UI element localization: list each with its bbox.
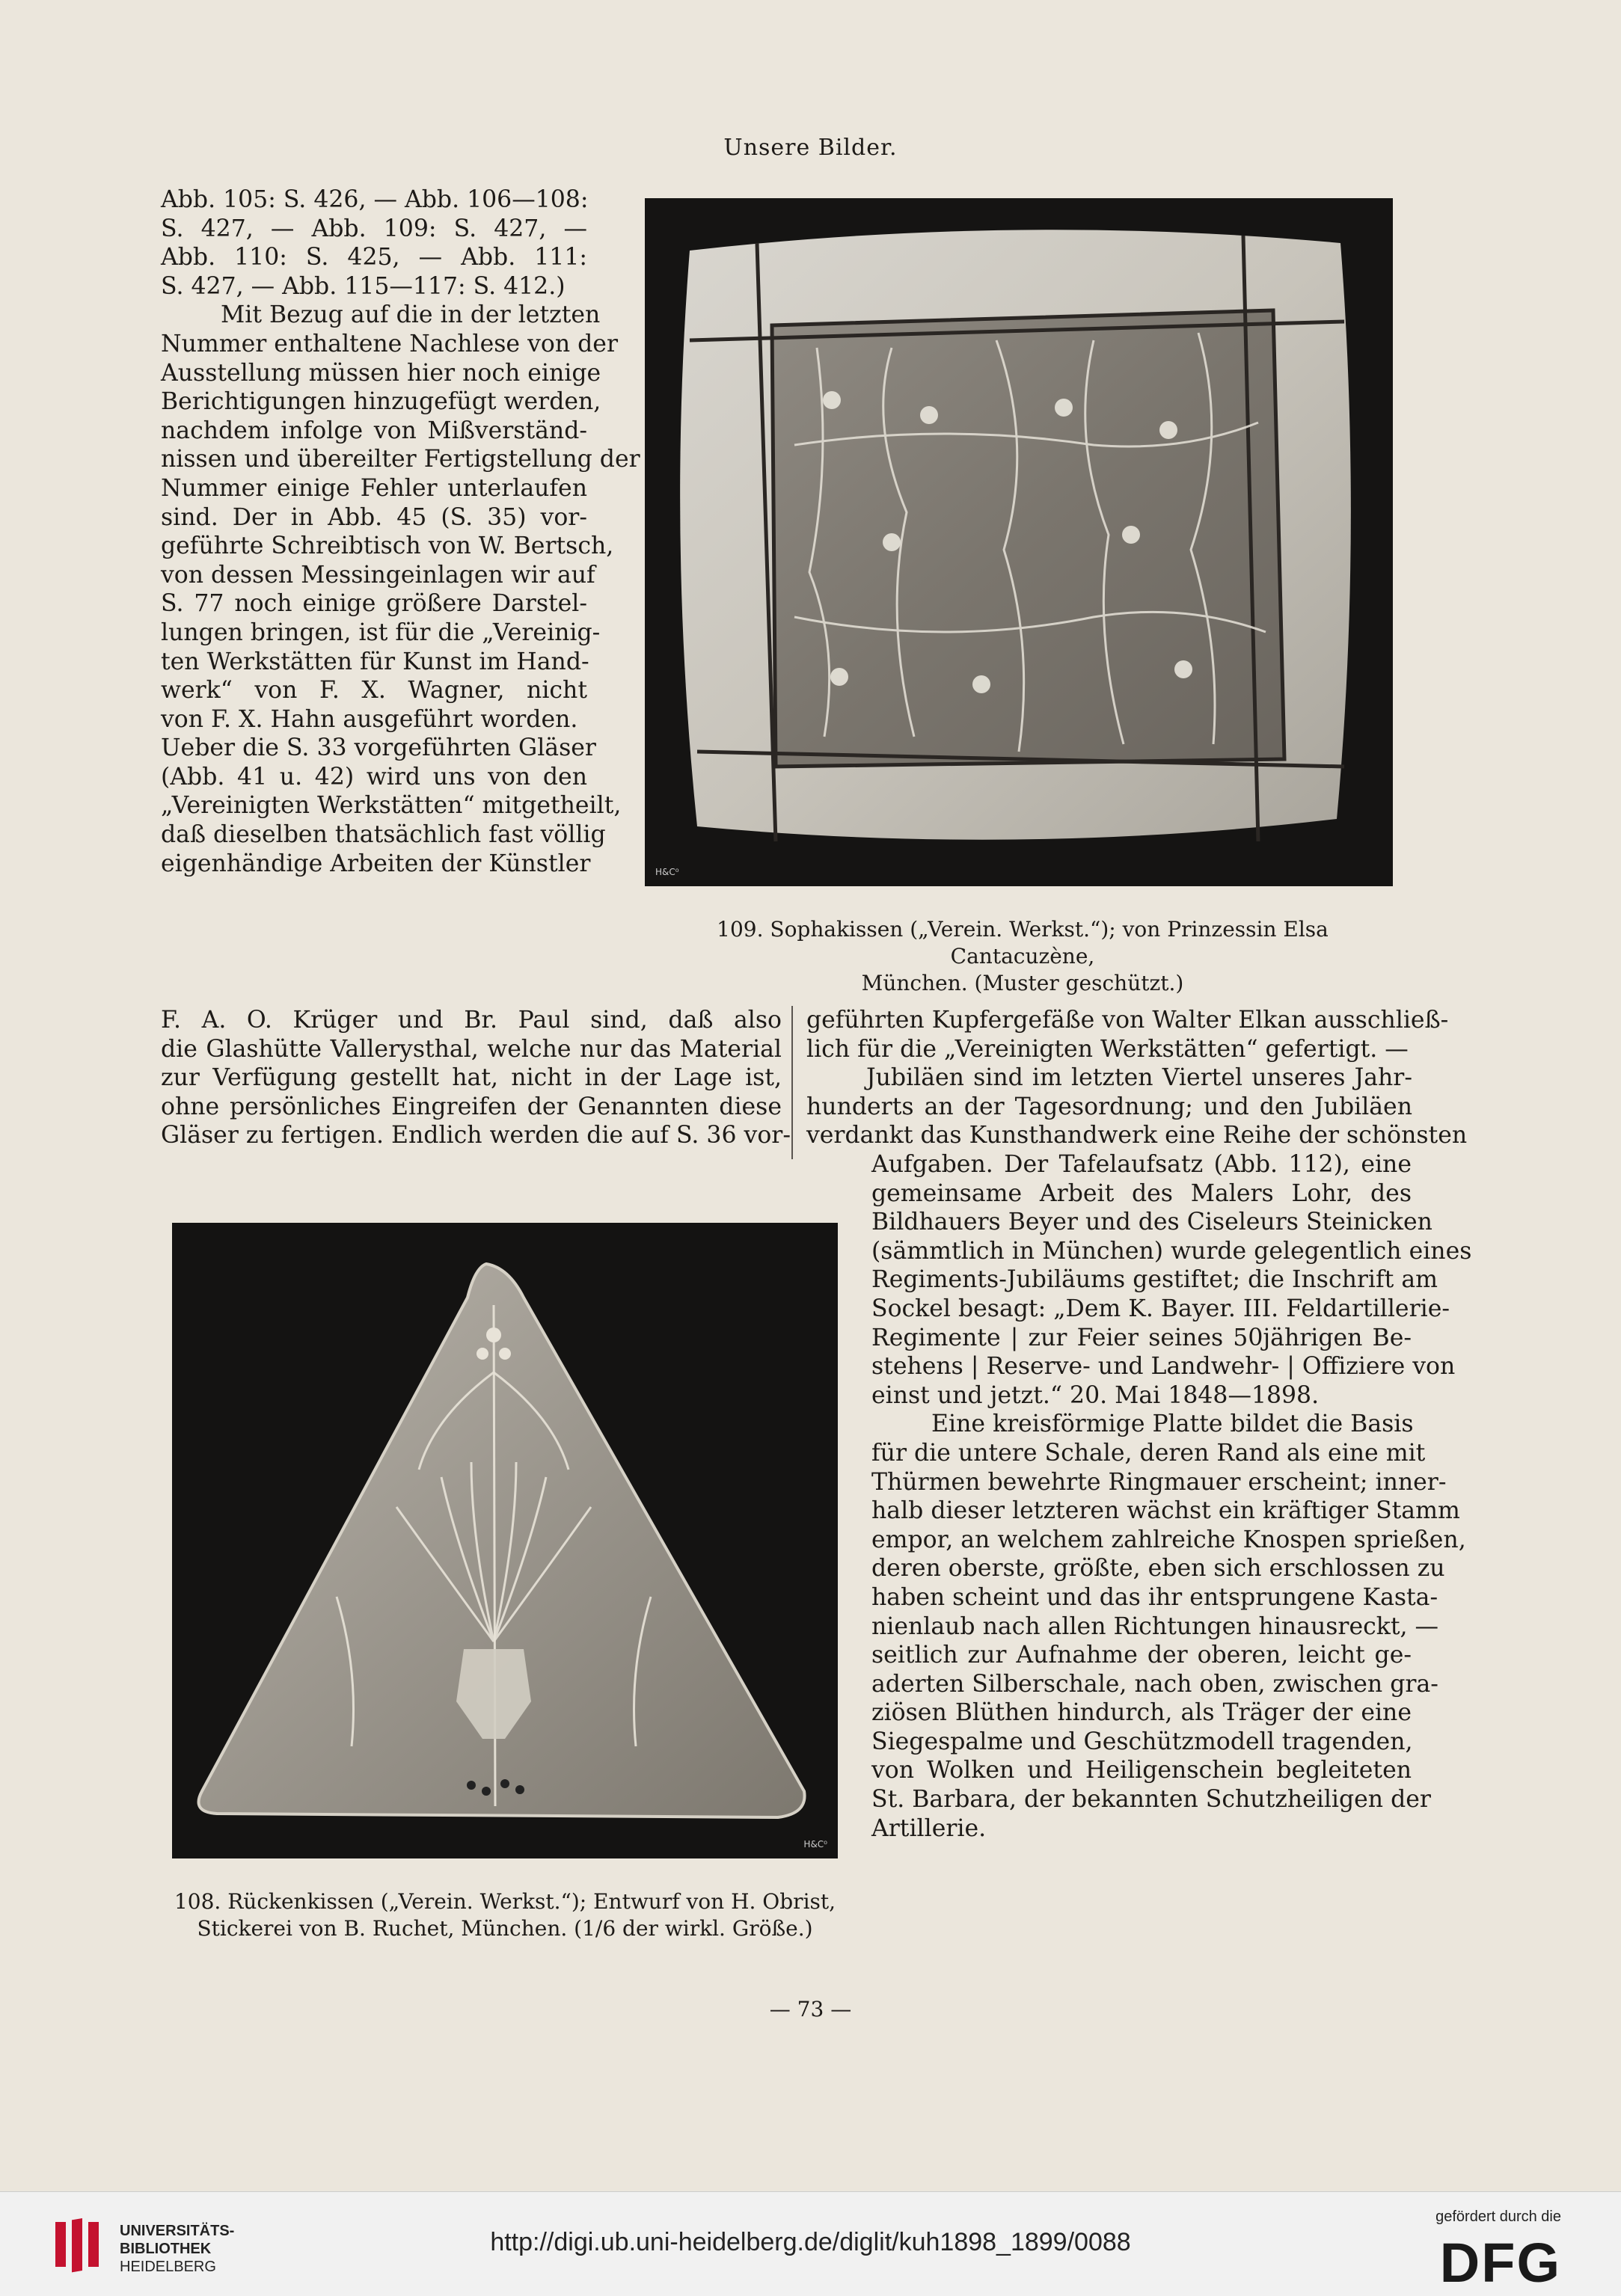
running-head: Unsere Bilder. [723, 135, 898, 161]
text-line: werk“ von F. X. Wagner, nicht [161, 677, 587, 705]
text-line: Eine kreisförmige Platte bildet die Basis [931, 1411, 1414, 1438]
text-line: S. 427, — Abb. 109: S. 427, — [161, 215, 587, 242]
figure-109-sofa-cushion-photo [645, 198, 1393, 886]
photo-studio-mark: H&C⁰ [655, 867, 679, 877]
library-name-line-2: BIBLIOTHEK [120, 2241, 212, 2257]
column-divider [791, 1006, 793, 1159]
text-line: von dessen Messingeinlagen wir auf [161, 561, 595, 589]
text-line: deren oberste, größte, eben sich erschlossen zu [871, 1555, 1445, 1583]
digitization-footer [0, 2191, 1621, 2296]
triangle-cushion-illustration [172, 1223, 838, 1858]
text-line: stehens | Reserve- und Landwehr- | Offiziere von [871, 1353, 1456, 1381]
text-line: Mit Bezug auf die in der letzten [221, 301, 601, 329]
digitization-url-link[interactable]: http://digi.ub.uni-heidelberg.de/diglit/kuh1898_1899/0088 [490, 2228, 1131, 2256]
text-line: Aufgaben. Der Tafelaufsatz (Abb. 112), eine [871, 1151, 1412, 1178]
right-column-upper-text [806, 1006, 1468, 1150]
text-line: S. 427, — Abb. 115—117: S. 412.) [161, 272, 566, 300]
text-line: eigenhändige Arbeiten der Künstler [161, 850, 591, 877]
left-column-text [161, 185, 640, 878]
text-line: geführten Kupfergefäße von Walter Elkan ausschließ- [806, 1007, 1449, 1034]
text-line: nienlaub nach allen Richtungen hinausreckt, — [871, 1612, 1439, 1640]
figure-108-back-cushion-photo [172, 1223, 838, 1858]
library-name-line-1: UNIVERSITÄTS- [120, 2223, 235, 2239]
text-line: Ueber die S. 33 vorgeführten Gläser [161, 734, 596, 762]
text-line: Berichtigungen hinzugefügt werden, [161, 388, 601, 416]
text-line: ten Werkstätten für Kunst im Hand- [161, 648, 589, 675]
text-line: daß dieselben thatsächlich fast völlig [161, 821, 606, 849]
text-line: geführte Schreibtisch von W. Bertsch, [161, 532, 614, 560]
text-line: einst und jetzt.“ 20. Mai 1848—1898. [871, 1381, 1320, 1409]
caption-108-line-2: Stickerei von B. Ruchet, München. (1/6 der wirkl. Größe.) [197, 1916, 813, 1941]
text-line: Artillerie. [871, 1814, 987, 1842]
text-line: Gläser zu fertigen. Endlich werden die auf S. 36 vor- [161, 1122, 791, 1149]
text-line: lungen bringen, ist für die „Vereinig- [161, 618, 601, 646]
page-number: — 73 — [769, 1997, 852, 2022]
text-line: nachdem infolge von Mißverständ- [161, 417, 587, 444]
text-line: sind. Der in Abb. 45 (S. 35) vor- [161, 503, 587, 531]
library-name-line-3: HEIDELBERG [120, 2259, 216, 2275]
funded-by-label: gefördert durch die [1435, 2208, 1561, 2225]
text-line: Abb. 105: S. 426, — Abb. 106—108: [161, 186, 589, 213]
text-line: hunderts an der Tagesordnung; und den Jubiläen [806, 1093, 1412, 1120]
text-line: von F. X. Hahn ausgeführt worden. [161, 705, 578, 733]
text-line: Nummer einige Fehler unterlaufen [161, 474, 587, 502]
cushion-illustration [645, 198, 1393, 886]
caption-108-line-1: 108. Rückenkissen („Verein. Werkst.“); Entwurf von H. Obrist, [174, 1889, 836, 1914]
text-line: Abb. 110: S. 425, — Abb. 111: [161, 244, 587, 271]
text-line: verdankt das Kunsthandwerk eine Reihe der schönsten [806, 1122, 1468, 1149]
text-line: seitlich zur Aufnahme der oberen, leicht ge- [871, 1642, 1412, 1669]
text-line: (Abb. 41 u. 42) wird uns von den [161, 763, 587, 791]
text-line: Regiments-Jubiläums gestiftet; die Inschrift am [871, 1266, 1438, 1294]
text-line: empor, an welchem zahlreiche Knospen sprießen, [871, 1526, 1466, 1553]
text-line: Bildhauers Beyer und des Ciseleurs Steinicken [871, 1209, 1432, 1236]
text-line: haben scheint und das ihr entsprungene Kasta- [871, 1583, 1438, 1611]
text-line: „Vereinigten Werkstätten“ mitgetheilt, [161, 792, 622, 820]
photo-studio-mark-108: H&C⁰ [803, 1839, 827, 1850]
caption-109-line-2: München. (Muster geschützt.) [861, 971, 1184, 995]
text-line: halb dieser letzteren wächst ein kräftiger Stamm [871, 1497, 1460, 1525]
caption-109-line-1: 109. Sophakissen („Verein. Werkst.“); von Prinzessin Elsa Cantacuzène, [717, 917, 1329, 969]
text-line: aderten Silberschale, nach oben, zwischen gra- [871, 1670, 1438, 1698]
text-line: zur Verfügung gestellt hat, nicht in der Lage ist, [161, 1064, 782, 1092]
text-line: (sämmtlich in München) wurde gelegentlich eines [871, 1237, 1472, 1265]
text-line: S. 77 noch einige größere Darstel- [161, 590, 587, 618]
text-line: F. A. O. Krüger und Br. Paul sind, daß also [161, 1007, 782, 1034]
text-line: Nummer enthaltene Nachlese von der [161, 330, 619, 357]
text-line: ziösen Blüthen hindurch, als Träger der eine [871, 1699, 1412, 1727]
text-line: Siegespalme und Geschützmodell tragenden, [871, 1728, 1413, 1755]
text-line: ohne persönliches Eingreifen der Genannten diese [161, 1093, 782, 1120]
text-line: lich für die „Vereinigten Werkstätten“ gefertigt. — [806, 1035, 1409, 1063]
text-line: Regimente | zur Feier seines 50jährigen Be- [871, 1324, 1412, 1351]
dfg-logo: DFG [1439, 2232, 1561, 2294]
right-column-lower-text [871, 1150, 1472, 1843]
text-line: Sockel besagt: „Dem K. Bayer. III. Feldartillerie- [871, 1295, 1450, 1322]
text-line: Thürmen bewehrte Ringmauer erscheint; inner- [871, 1468, 1447, 1496]
text-line: gemeinsame Arbeit des Malers Lohr, des [871, 1179, 1412, 1207]
text-line: für die untere Schale, deren Rand als eine mit [871, 1439, 1426, 1467]
caption-figure-108 [161, 1888, 849, 1942]
caption-figure-109 [645, 916, 1400, 997]
text-line: nissen und übereilter Fertigstellung der [161, 446, 640, 473]
text-line: die Glashütte Vallerysthal, welche nur das Material [161, 1035, 782, 1063]
text-line: von Wolken und Heiligenschein begleiteten [871, 1757, 1412, 1784]
text-line: St. Barbara, der bekannten Schutzheiligen der [871, 1786, 1431, 1814]
left-column-continuation [161, 1006, 791, 1150]
text-line: Jubiläen sind im letzten Viertel unseres Jahr- [866, 1064, 1412, 1092]
text-line: Ausstellung müssen hier noch einige [161, 359, 601, 387]
